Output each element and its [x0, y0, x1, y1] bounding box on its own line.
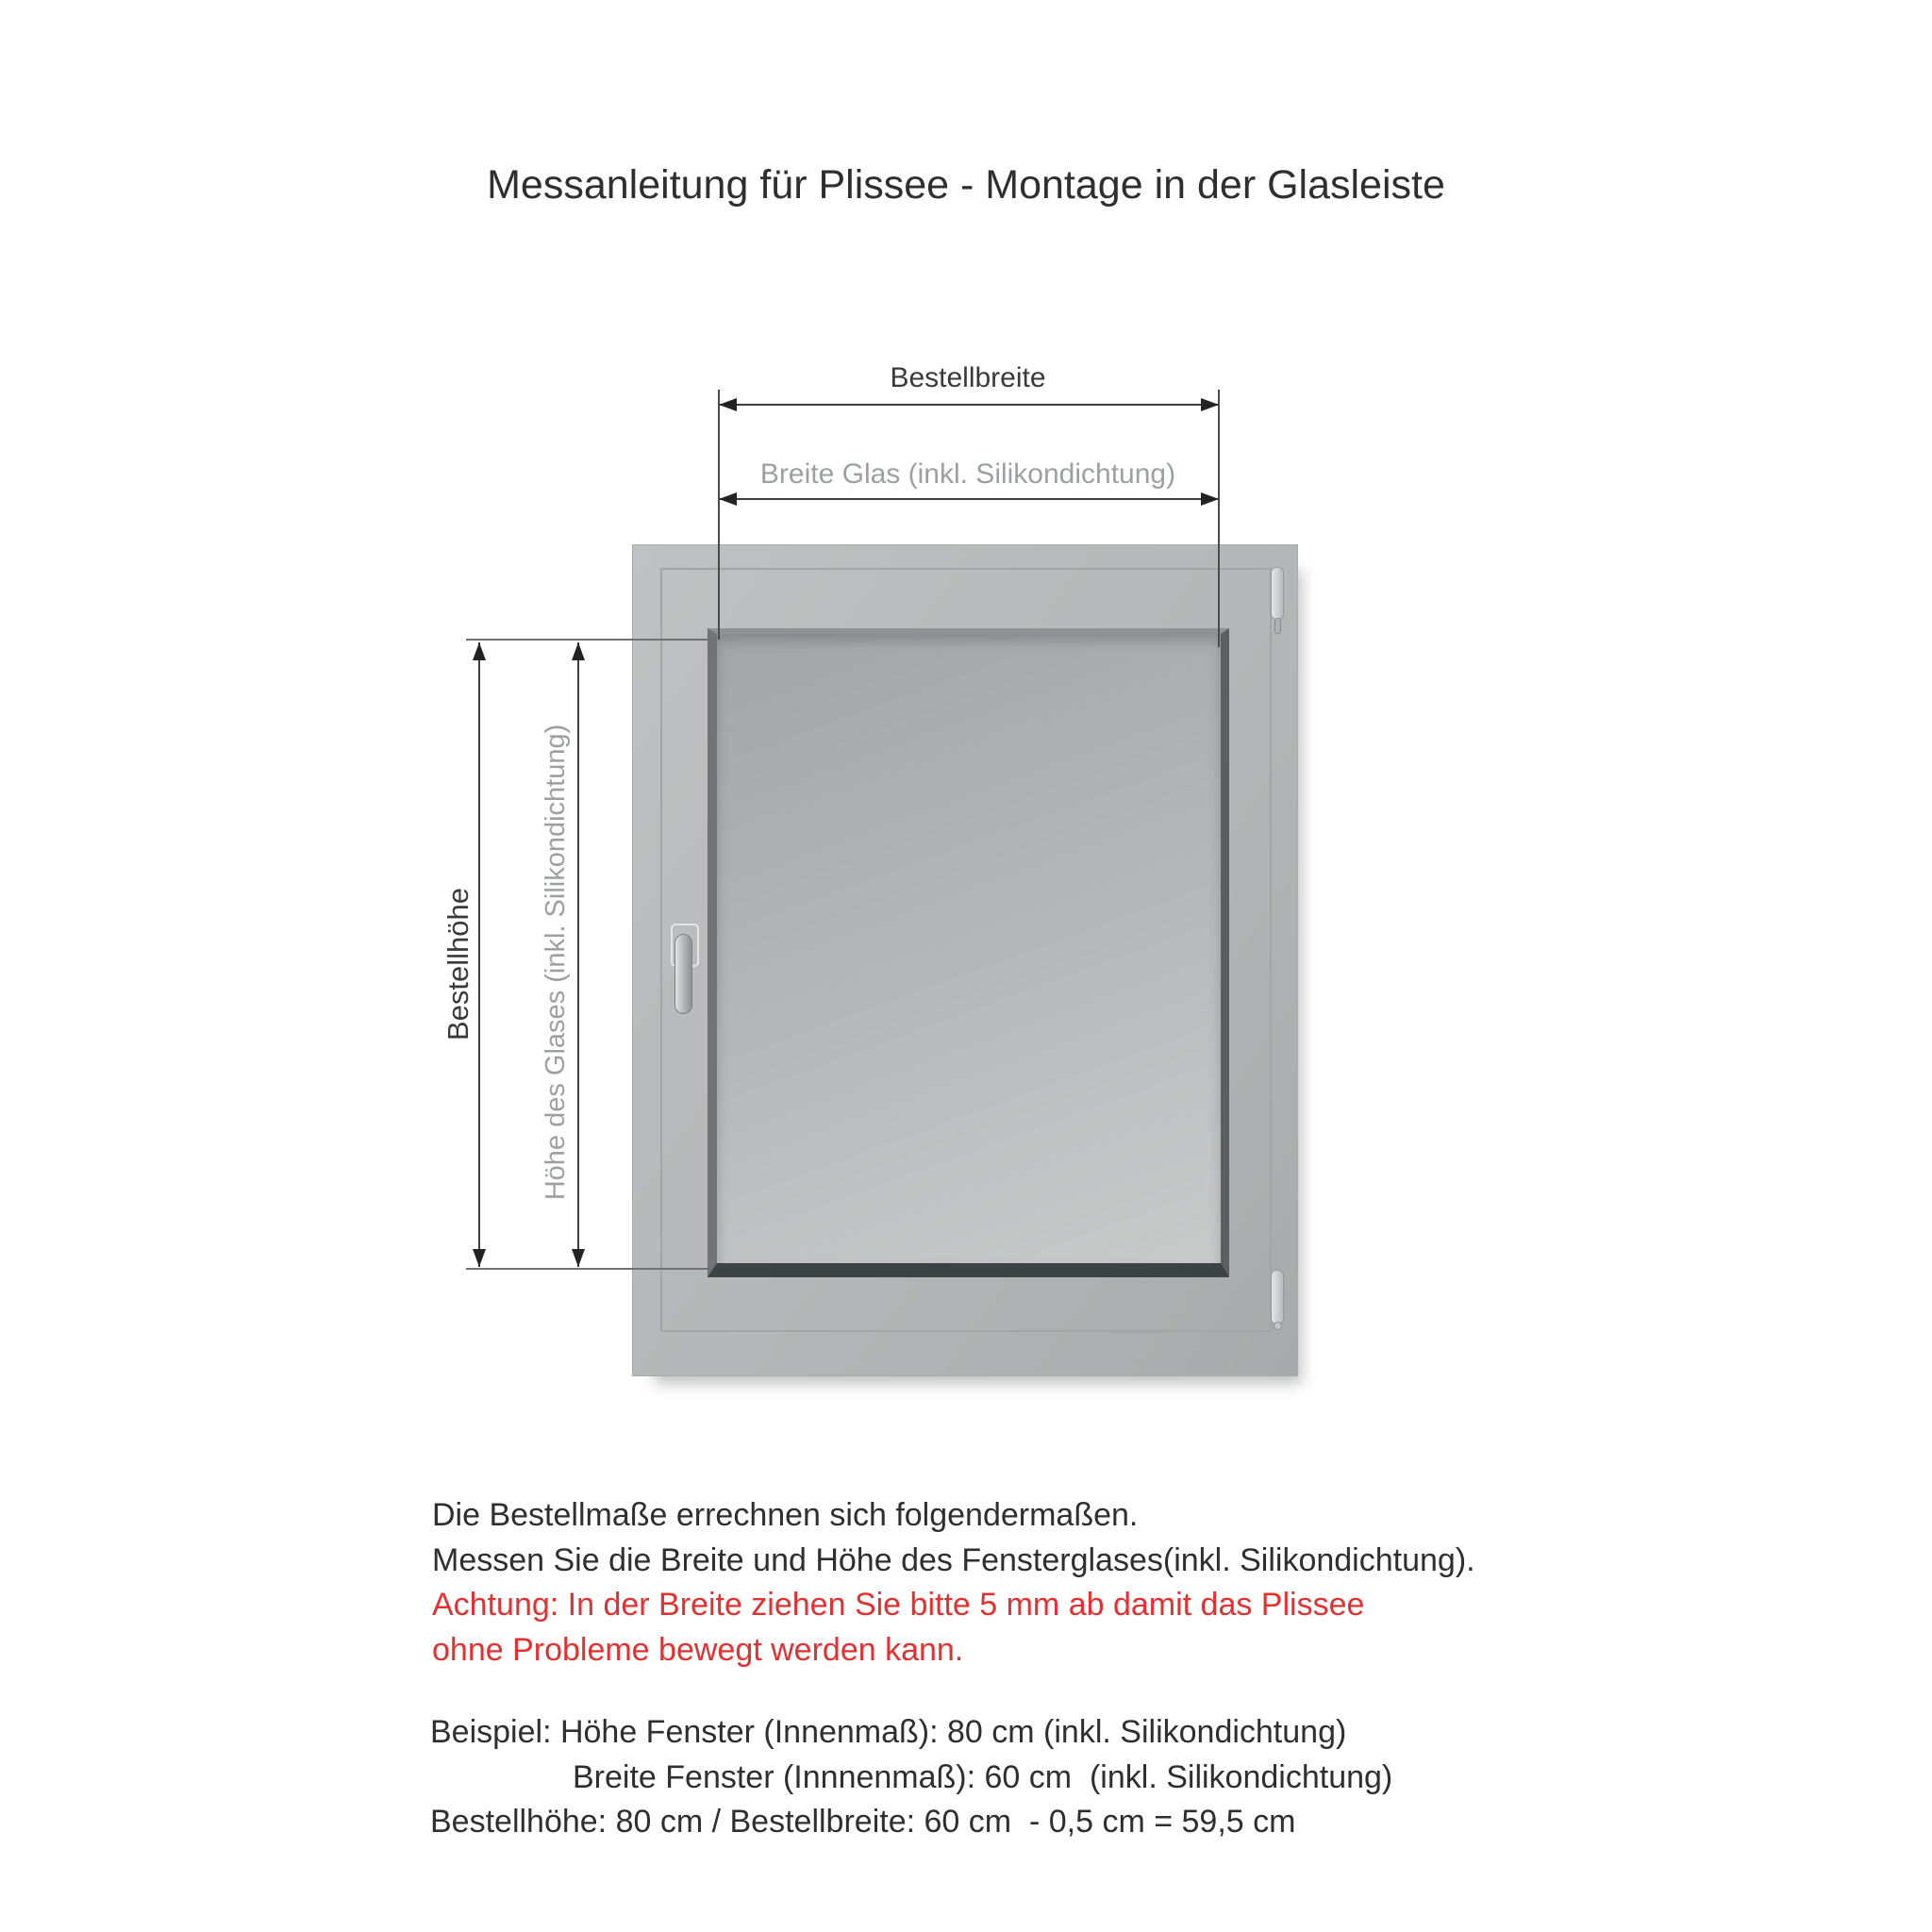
arrowhead-left-icon	[719, 492, 737, 506]
instructions-block	[432, 1493, 1475, 1673]
extension-line-glass-bottom	[466, 1268, 710, 1270]
example-line: Breite Fenster (Innnenmaß): 60 cm (inkl. Silikondichtung)	[573, 1758, 1393, 1795]
page-title: Messanleitung für Plissee - Montage in der Glasleiste	[487, 162, 1445, 208]
window-hinge-top	[1271, 567, 1284, 620]
glass-height-arrow	[577, 642, 579, 1267]
arrowhead-left-icon	[719, 398, 737, 411]
window-handle	[675, 934, 692, 1014]
arrowhead-down-icon	[473, 1249, 486, 1267]
warning-line: ohne Probleme bewegt werden kann.	[432, 1631, 964, 1668]
arrowhead-up-icon	[572, 642, 585, 660]
window-hinge-top-pin	[1274, 618, 1281, 634]
arrowhead-down-icon	[572, 1249, 585, 1267]
example-line: Bestellhöhe: 80 cm / Bestellbreite: 60 cm - 0,5 cm = 59,5 cm	[430, 1804, 1296, 1840]
example-line: Beispiel: Höhe Fenster (Innenmaß): 80 cm (inkl. Silikondichtung)	[430, 1714, 1347, 1750]
example-block	[430, 1710, 1392, 1845]
order-width-label: Bestellbreite	[890, 362, 1046, 393]
window-hinge-bottom	[1271, 1270, 1284, 1324]
order-height-arrow	[478, 642, 480, 1267]
window-glass	[708, 628, 1229, 1277]
order-width-arrow	[719, 404, 1219, 406]
glass-width-arrow	[719, 498, 1219, 500]
extension-line-glass-left	[718, 390, 720, 640]
arrowhead-right-icon	[1201, 398, 1219, 411]
order-height-label: Bestellhöhe	[441, 888, 475, 1041]
extension-line-glass-top	[466, 639, 714, 641]
arrowhead-right-icon	[1201, 492, 1219, 506]
warning-line: Achtung: In der Breite ziehen Sie bitte 5 mm ab damit das Plissee	[432, 1587, 1365, 1624]
glass-height-label: Höhe des Glases (inkl. Silikondichtung)	[541, 724, 571, 1201]
extension-line-glass-right	[1218, 390, 1220, 647]
instruction-line: Die Bestellmaße errechnen sich folgendermaßen.	[432, 1497, 1139, 1533]
window-hinge-bottom-pin	[1274, 1322, 1282, 1330]
instruction-line: Messen Sie die Breite und Höhe des Fensterglases(inkl. Silikondichtung).	[432, 1541, 1475, 1578]
arrowhead-up-icon	[473, 642, 486, 660]
glass-width-label: Breite Glas (inkl. Silikondichtung)	[759, 458, 1176, 490]
